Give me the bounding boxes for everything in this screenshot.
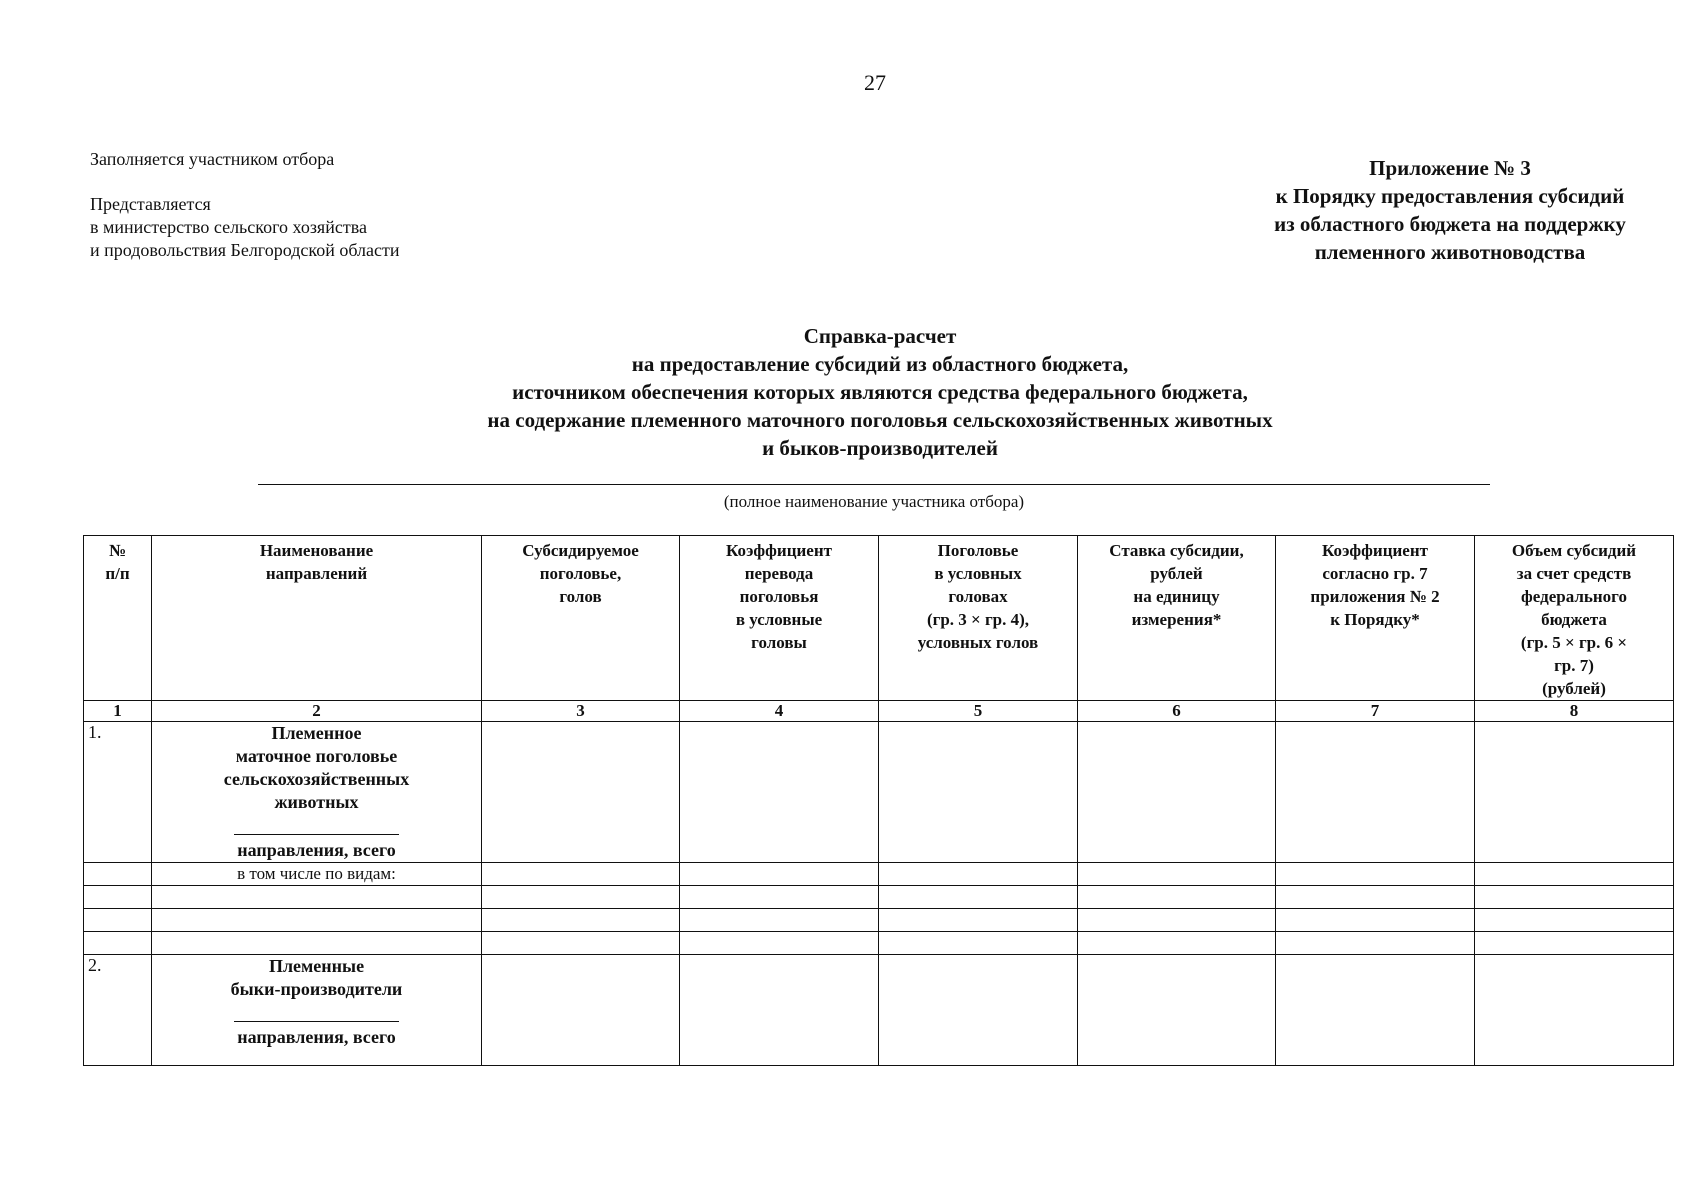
header-cell-number: № п/п [84, 536, 152, 701]
data-cell[interactable] [84, 863, 152, 886]
data-cell[interactable] [1276, 886, 1475, 909]
table-row-breeding-bulls [84, 955, 1674, 1066]
data-cell[interactable] [1276, 863, 1475, 886]
data-cell[interactable] [1475, 863, 1674, 886]
data-cell[interactable] [84, 909, 152, 932]
header-row [84, 536, 1674, 701]
data-cell[interactable] [879, 863, 1078, 886]
title-line: источником обеспечения которых являются средства федерального бюджета, [512, 380, 1248, 404]
data-cell[interactable] [84, 886, 152, 909]
header-cell-direction: Наименование направлений [152, 536, 482, 701]
note-filled-by: Заполняется участником отбора [90, 149, 335, 169]
data-cell[interactable] [482, 722, 680, 863]
appendix-line: племенного животноводства [1314, 240, 1586, 264]
column-number: 8 [1475, 701, 1674, 722]
data-cell[interactable] [152, 886, 482, 909]
column-number: 6 [1078, 701, 1276, 722]
column-number: 7 [1276, 701, 1475, 722]
participant-name-field[interactable] [258, 484, 1490, 485]
participant-caption: (полное наименование участника отбора) [723, 492, 1025, 511]
document-title [250, 322, 1510, 462]
title-line: на предоставление субсидий из областного бюджета, [631, 352, 1129, 376]
data-cell[interactable] [879, 909, 1078, 932]
calculation-table [83, 535, 1674, 1066]
column-number-row [84, 701, 1674, 722]
data-cell[interactable] [680, 722, 879, 863]
appendix-line: к Порядку предоставления субсидий [1275, 184, 1625, 208]
title-line: и быков-производителей [762, 436, 998, 460]
page-number: 27 [864, 70, 886, 95]
table-row-empty [84, 886, 1674, 909]
title-line: Справка-расчет [803, 324, 957, 348]
data-cell[interactable] [1475, 932, 1674, 955]
data-cell[interactable] [680, 886, 879, 909]
data-cell[interactable] [482, 863, 680, 886]
data-cell[interactable] [152, 932, 482, 955]
note-ministry: в министерство сельского хозяйства [90, 217, 367, 237]
data-cell[interactable] [482, 909, 680, 932]
data-cell[interactable] [1276, 955, 1475, 1066]
data-cell[interactable] [482, 932, 680, 955]
column-number: 2 [152, 701, 482, 722]
blank-underline[interactable] [234, 1021, 399, 1022]
data-cell[interactable] [1276, 909, 1475, 932]
subtitle-label: в том числе по видам: [152, 863, 482, 886]
data-cell[interactable] [879, 955, 1078, 1066]
data-cell[interactable] [680, 955, 879, 1066]
data-cell[interactable] [680, 909, 879, 932]
data-cell[interactable] [482, 886, 680, 909]
data-cell[interactable] [1276, 722, 1475, 863]
table-row-breeding-stock [84, 722, 1674, 863]
column-number: 4 [680, 701, 879, 722]
data-cell[interactable] [1475, 722, 1674, 863]
table-row-empty [84, 932, 1674, 955]
data-cell[interactable] [1078, 863, 1276, 886]
table-row-empty [84, 909, 1674, 932]
category-name-cell: Племенное маточное поголовье сельскохозяйственных животных направления, всего [152, 722, 482, 863]
appendix-line: из областного бюджета на поддержку [1274, 212, 1626, 236]
header-cell-subsidy-rate: Ставка субсидии, рублей на единицу измерения* [1078, 536, 1276, 701]
appendix-header [1210, 154, 1690, 266]
data-cell[interactable] [879, 886, 1078, 909]
row-number: 1. [84, 722, 152, 863]
note-submitted: Представляется [90, 194, 211, 214]
data-cell[interactable] [152, 909, 482, 932]
column-number: 1 [84, 701, 152, 722]
data-cell[interactable] [1276, 932, 1475, 955]
data-cell[interactable] [1475, 955, 1674, 1066]
data-cell[interactable] [879, 932, 1078, 955]
header-cell-coefficient: Коэффициент согласно гр. 7 приложения № 2 к Порядку* [1276, 536, 1475, 701]
column-number: 5 [879, 701, 1078, 722]
data-cell[interactable] [1078, 909, 1276, 932]
title-line: на содержание племенного маточного поголовья сельскохозяйственных животных [487, 408, 1273, 432]
table-row-subtitle [84, 863, 1674, 886]
column-number: 3 [482, 701, 680, 722]
appendix-number: Приложение № 3 [1369, 156, 1531, 180]
data-cell[interactable] [879, 722, 1078, 863]
header-cell-conversion-coefficient: Коэффициент перевода поголовья в условные головы [680, 536, 879, 701]
category-total-label: направления, всего [237, 1027, 396, 1047]
note-region: и продовольствия Белгородской области [90, 240, 400, 260]
data-cell[interactable] [1475, 886, 1674, 909]
header-cell-subsidy-volume: Объем субсидий за счет средств федерального бюджета (гр. 5 × гр. 6 × гр. 7) (рублей) [1475, 536, 1674, 701]
data-cell[interactable] [680, 863, 879, 886]
category-total-label: направления, всего [237, 840, 396, 860]
data-cell[interactable] [1078, 886, 1276, 909]
submission-note [90, 148, 400, 262]
data-cell[interactable] [1078, 932, 1276, 955]
data-cell[interactable] [84, 932, 152, 955]
data-cell[interactable] [1078, 955, 1276, 1066]
data-cell[interactable] [680, 932, 879, 955]
header-cell-conventional-heads: Поголовье в условных головах (гр. 3 × гр. 4), условных голов [879, 536, 1078, 701]
header-cell-subsidized-livestock: Субсидируемое поголовье, голов [482, 536, 680, 701]
data-cell[interactable] [1078, 722, 1276, 863]
blank-underline[interactable] [234, 834, 399, 835]
data-cell[interactable] [1475, 909, 1674, 932]
category-name-cell: Племенные быки-производители направления, всего [152, 955, 482, 1066]
row-number: 2. [84, 955, 152, 1066]
data-cell[interactable] [482, 955, 680, 1066]
